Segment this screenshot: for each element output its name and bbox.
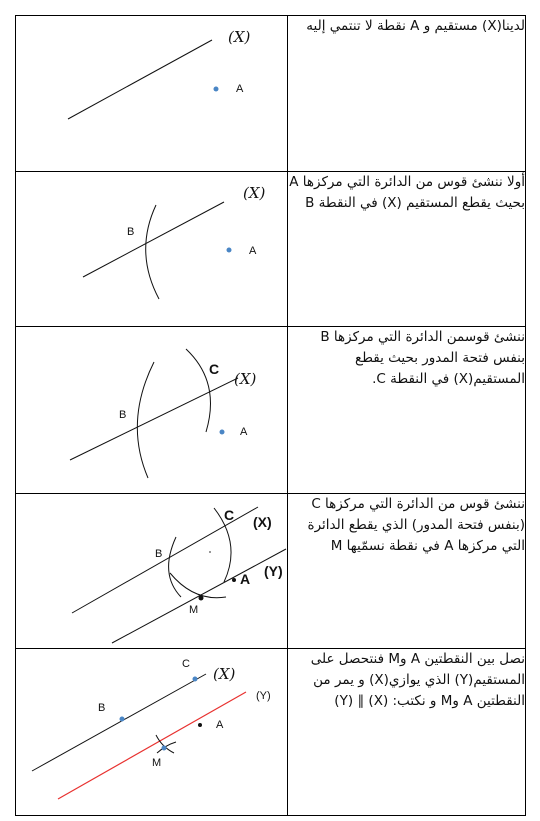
point-a-label: A (216, 719, 224, 731)
line-x (70, 378, 238, 460)
line-x-label: (X) (213, 665, 236, 683)
step-4-diagram (16, 494, 287, 648)
arc-intersection-2 (157, 742, 176, 753)
step-2-diagram (16, 172, 287, 326)
step-row-3 (16, 327, 526, 494)
step-2-text: أولا ننشئ قوس من الدائرة التي مركزها A بحيث يقطع المستقيم (X) في النقطة B (288, 172, 526, 327)
step-5-figure (16, 649, 288, 816)
step-5-text: نصل بين النقطتين A وM فنتحصل على المستقيم(Y) الذي يوازي(X) و يمر من النقطتين A وM و نكتب: (X) ∥ (Y) (288, 649, 526, 816)
line-y-label: (Y) (264, 563, 283, 579)
step-4-figure (16, 494, 288, 649)
step-2-figure (16, 172, 288, 327)
point-a (220, 430, 225, 435)
step-3-figure (16, 327, 288, 494)
point-c-label: C (209, 361, 220, 377)
step-1-text: لدينا(X) مستقيم و A نقطة لا تنتمي إليه (288, 16, 526, 172)
point-b (120, 717, 125, 722)
line-x (83, 202, 224, 277)
point-a (232, 578, 236, 582)
line-y (112, 549, 286, 643)
point-m-label: M (152, 757, 162, 769)
point-a-label: A (240, 426, 248, 438)
point-b-label: B (119, 409, 127, 421)
point-a-label: A (236, 83, 244, 95)
arc-center-a (169, 537, 181, 597)
step-4-text: ننشئ قوس من الدائرة التي مركزها C (بنفس فتحة المدور) الذي يقطع الدائرة التي مركزها A في نقطة نسمّيها M (288, 494, 526, 649)
step-1-figure (16, 16, 288, 172)
line-x-label: (X) (253, 514, 272, 530)
line-x-label: (X) (243, 184, 266, 202)
construction-dot (209, 551, 211, 553)
point-a-label: A (249, 245, 257, 257)
construction-table (15, 15, 526, 816)
step-row-2 (16, 172, 526, 327)
point-a (198, 723, 202, 727)
step-1-diagram (16, 16, 287, 171)
line-x (68, 40, 212, 119)
point-b-label: B (155, 548, 163, 560)
point-m (199, 596, 204, 601)
step-3-diagram (16, 327, 287, 493)
line-x (32, 674, 206, 771)
arc-center-a (146, 205, 159, 299)
point-c-label: C (224, 507, 235, 523)
step-row-4 (16, 494, 526, 649)
line-y-label: (Y) (256, 690, 271, 702)
point-a (214, 87, 219, 92)
point-m (162, 746, 167, 751)
point-c (193, 677, 198, 682)
point-c-label: C (182, 658, 190, 670)
point-m-label: M (189, 604, 199, 616)
step-5-diagram (16, 649, 287, 815)
point-a (227, 248, 232, 253)
point-b-label: B (127, 226, 135, 238)
point-a-label: A (240, 571, 251, 587)
step-row-5 (16, 649, 526, 816)
line-x-label: (X) (234, 370, 257, 388)
point-b-label: B (98, 702, 106, 714)
step-3-text: ننشئ قوسمن الدائرة التي مركزها B بنفس فتحة المدور بحيث يقطع المستقيم(X) في النقطة C. (288, 327, 526, 494)
line-x-label: (X) (228, 28, 251, 46)
arc-center-b (186, 349, 211, 432)
line-y (58, 692, 246, 799)
step-row-1 (16, 16, 526, 172)
